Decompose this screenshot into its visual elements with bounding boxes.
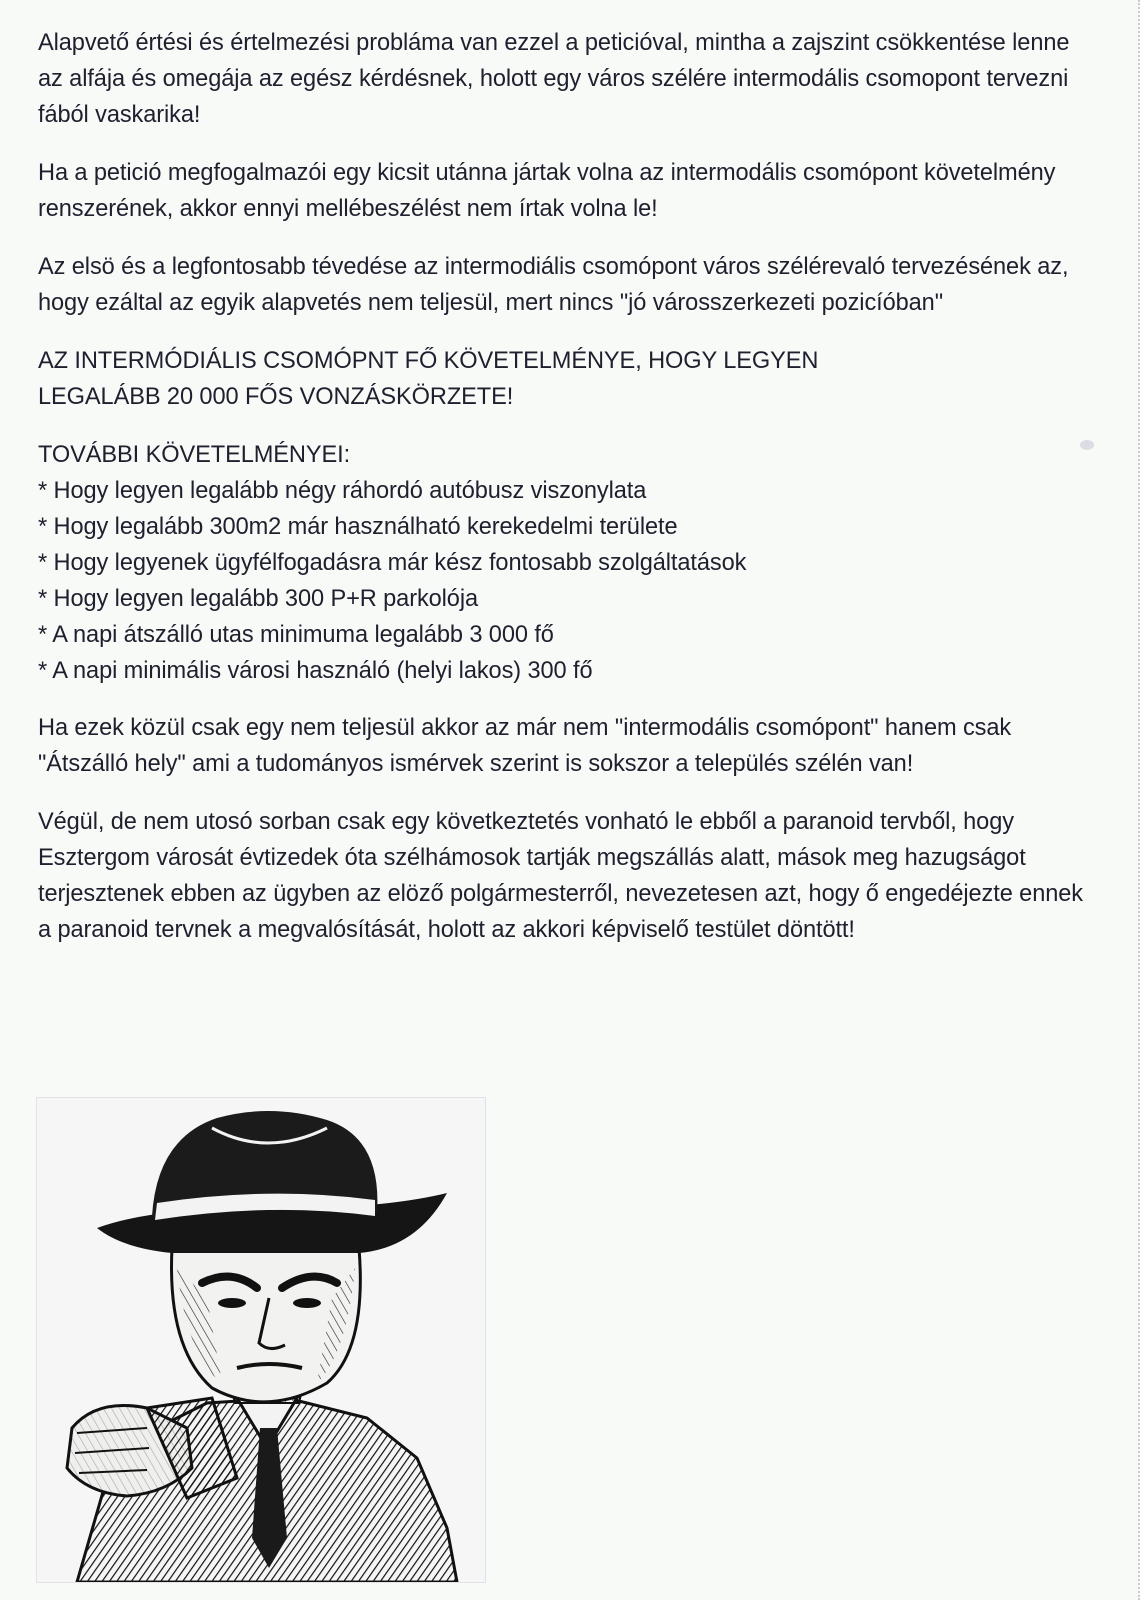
letter-text [38,25,1088,970]
list-item: * Hogy legalább 300m2 már használható kerekedelmi területe [38,514,678,540]
list-item: * A napi minimális városi használó (helyi lakos) 300 fő [38,658,593,684]
paragraph-intro: Alapvető értési és értelmezési probláma van ezzel a peticióval, mintha a zajszint csökkentése lenne az alfája és omegája az egész kérdésnek, holott egy város szélére intermodális csomopont tervezni fából vaskarika! [38,30,1070,128]
list-item: * A napi átszálló utas minimuma legalább 3 000 fő [38,622,554,648]
list-item: * Hogy legyenek ügyfélfogadásra már kész fontosabb szolgáltatások [38,550,747,576]
paragraph-transfer-point: Ha ezek közül csak egy nem teljesül akkor az már nem "intermodális csomópont" hanem csak "Átszálló hely" ami a tudományos ismérvek szerint is sokszor a település szélén van! [38,715,1012,777]
requirements-list [38,473,1088,689]
pointing-man-in-fedora-icon [37,1098,485,1582]
list-item: * Hogy legyen legalább négy ráhordó autóbusz viszonylata [38,478,647,504]
paragraph-first-mistake: Az elsö és a legfontosabb tévedése az intermodiális csomópont város szélérevaló tervezésének az, hogy ezáltal az egyik alapvetés nem teljesül, mert nincs "jó városszerkezeti pozicíóban" [38,254,1069,316]
paragraph-main-requirement [38,343,1088,415]
paragraph-conclusion: Végül, de nem utosó sorban csak egy következtetés vonható le ebből a paranoid tervből, hogy Esztergom városát évtizedek óta szélhámosok tartják megszállás alatt, mások meg hazugságot terjesztenek ebben az ügyben az elöző polgármesterről, nevezetesen azt, hogy ő engedéjezte ennek a paranoid tervnek a megvalósítását, holott az akkori képviselő testület döntött! [38,809,1083,943]
paragraph-petition: Ha a petició megfogalmazói egy kicsit utánna jártak volna az intermodális csomópont követelmény renszerének, akkor ennyi mellébeszélést nem írtak volna le! [38,160,1056,222]
main-requirement-line-2: LEGALÁBB 20 000 FŐS VONZÁSKÖRZETE! [38,384,514,410]
pointing-man-illustration [36,1097,486,1583]
scan-speck [1080,440,1094,450]
list-item: * Hogy legyen legalább 300 P+R parkolója [38,586,478,612]
main-requirement-line-1: AZ INTERMÓDIÁLIS CSOMÓPNT FŐ KÖVETELMÉNYE, HOGY LEGYEN [38,348,819,374]
requirements-heading: TOVÁBBI KÖVETELMÉNYEI: [38,442,351,468]
